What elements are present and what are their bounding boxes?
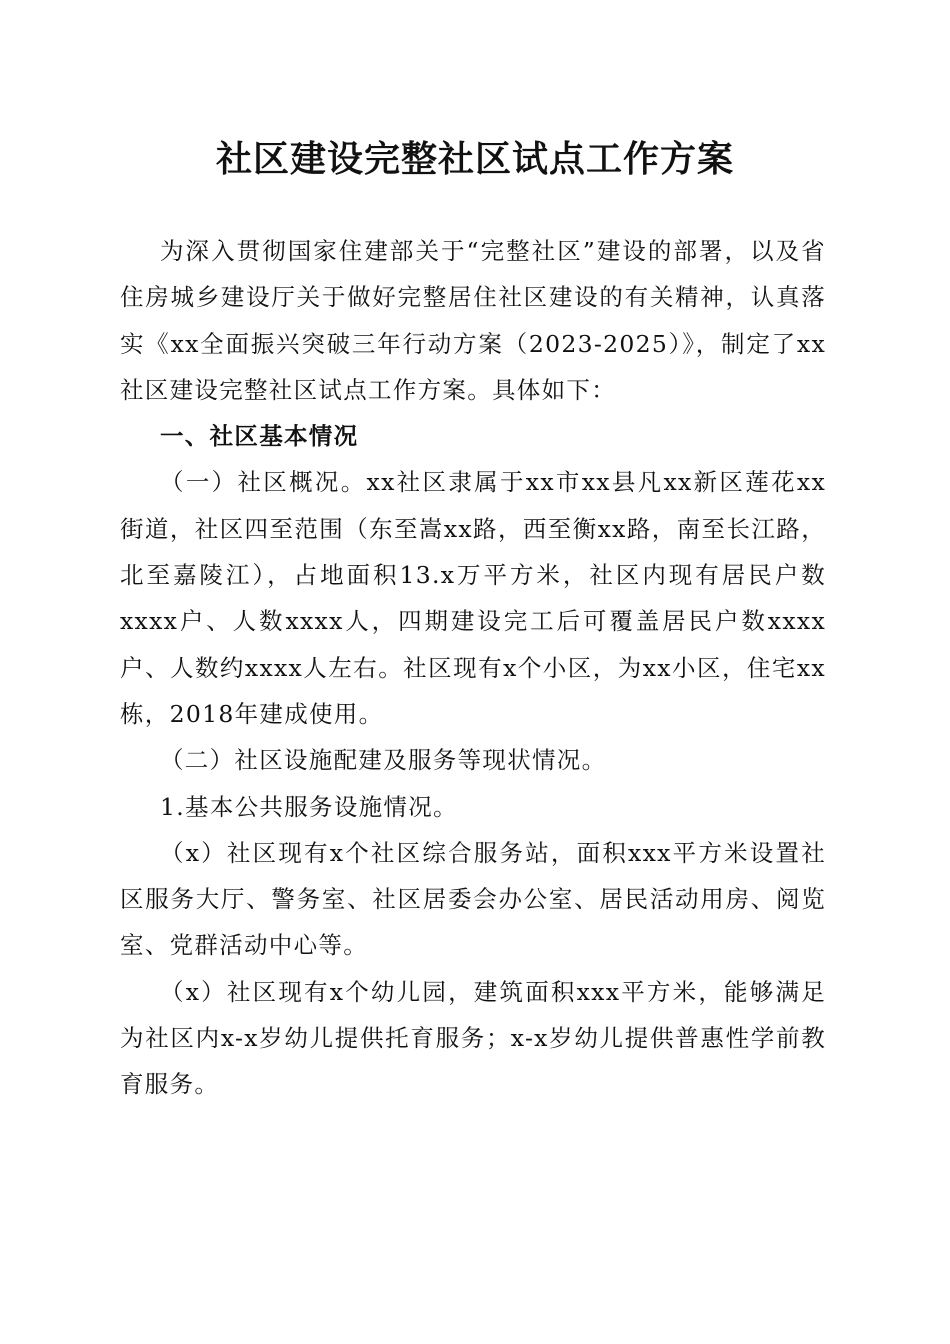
section-heading-basic-info: 一、社区基本情况: [160, 422, 359, 451]
kindergarten-paragraph: （x）社区现有x个幼儿园，建筑面积xxx平方米，能够满足为社区内x-x岁幼儿提供托育服务；x-x岁幼儿提供普惠性学前教育服务。: [120, 977, 826, 1099]
document-title: 社区建设完整社区试点工作方案: [215, 139, 734, 180]
service-station-paragraph: （x）社区现有x个社区综合服务站，面积xxx平方米设置社区服务大厅、警务室、社区居委会办公室、居民活动用房、阅览室、党群活动中心等。: [120, 838, 826, 960]
intro-paragraph: 为深入贯彻国家住建部关于“完整社区”建设的部署，以及省住房城乡建设厅关于做好完整居住社区建设的有关精神，认真落实《xx全面振兴突破三年行动方案（2023-2025）》，制定了xx社区建设完整社区试点工作方案。具体如下：: [120, 237, 826, 404]
community-overview-paragraph: （一）社区概况。xx社区隶属于xx市xx县凡xx新区莲花xx街道，社区四至范围（东至嵩xx路，西至衡xx路，南至长江路，北至嘉陵江），占地面积13.x万平方米，社区内现有居民户数xxxx户、人数xxxx人，四期建设完工后可覆盖居民户数xxxx户、人数约xxxx人左右。社区现有x个小区，为xx小区，住宅xx栋，2018年建成使用。: [120, 468, 826, 728]
document-body: [120, 228, 826, 1108]
public-service-item: 1.基本公共服务设施情况。: [160, 792, 458, 821]
facilities-subheading: （二）社区设施配建及服务等现状情况。: [160, 746, 607, 775]
